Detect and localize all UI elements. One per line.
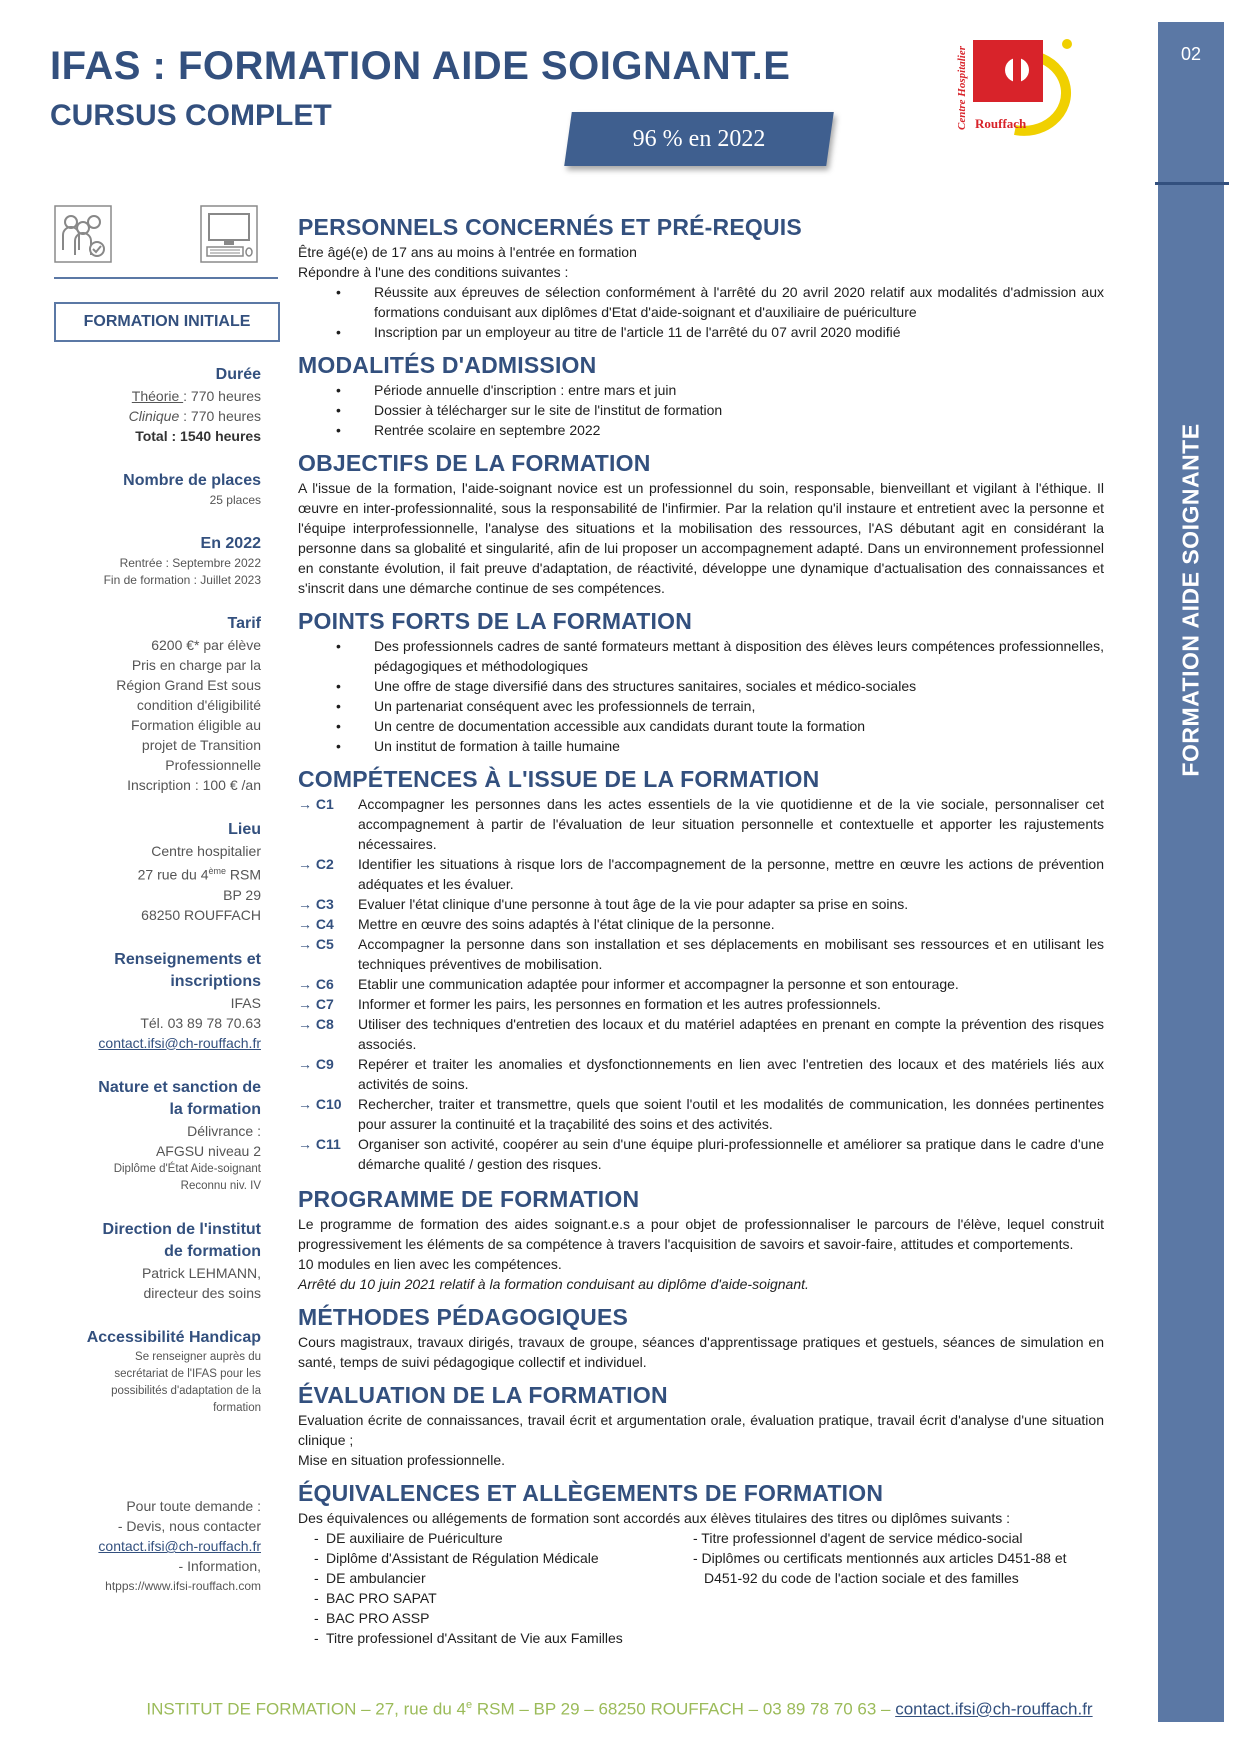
competence-text: Repérer et traiter les anomalies et dysfonctionnements en lien avec l'entretien des locaux et des matériels liés aux activités de soins. xyxy=(358,1056,1104,1092)
lieu-heading: Lieu xyxy=(228,821,261,838)
handicap-line: secrétariat de l'IFAS pour les xyxy=(114,1367,261,1380)
page-footer: INSTITUT DE FORMATION – 27, rue du 4e RSM – BP 29 – 68250 ROUFFACH – 03 89 78 70 63 – contact.ifsi@ch-rouffach.fr xyxy=(146,1699,1093,1719)
competence-text: Evaluer l'état clinique d'une personne à tout âge de la vie pour adapter sa prise en soins. xyxy=(358,896,909,912)
list-item: - Titre professionel d'Assitant de Vie aux Familles xyxy=(312,1628,723,1648)
competence-text: Utiliser des techniques d'entretien des locaux et du matériel adaptées en prenant en compte la prévention des risques associés. xyxy=(358,1016,1104,1052)
main-content xyxy=(298,212,1104,1648)
formation-initiale-box: FORMATION INITIALE xyxy=(54,302,280,342)
handicap-line: Se renseigner auprès du xyxy=(135,1350,261,1363)
nature-line: AFGSU niveau 2 xyxy=(155,1142,261,1159)
handicap-heading: Accessibilité Handicap xyxy=(86,1328,261,1346)
section-title-evaluation: ÉVALUATION DE LA FORMATION xyxy=(298,1382,668,1408)
contact-email-link[interactable]: contact.ifsi@ch-rouffach.fr xyxy=(98,1034,261,1051)
section-title-equivalences: ÉQUIVALENCES ET ALLÈGEMENTS DE FORMATION xyxy=(298,1480,884,1506)
duree-clinique: Clinique : 770 heures xyxy=(128,408,261,424)
competence-text: Organiser son activité, coopérer au sein d'une équipe pluri-professionnelle et améliorer sa pratique dans le cadre d'une démarche qualité / gestion des risques. xyxy=(358,1136,1104,1172)
duree-heading: Durée xyxy=(215,366,261,383)
ask-email-link[interactable]: contact.ifsi@ch-rouffach.fr xyxy=(98,1538,261,1554)
left-divider xyxy=(54,277,278,279)
list-item: - DE auxiliaire de Puériculture xyxy=(312,1528,723,1548)
competence-code: → C10 xyxy=(298,1096,342,1112)
competence-item xyxy=(298,1134,1104,1174)
tarif-line: Région Grand Est sous xyxy=(116,677,261,693)
nature-line: Délivrance : xyxy=(187,1122,261,1139)
competence-code: → C4 xyxy=(298,916,334,932)
competence-code: → C2 xyxy=(298,856,334,872)
competence-item xyxy=(298,854,1104,894)
competence-text: Rechercher, traiter et transmettre, quels que soient l'outil et les modalités de communication, les données pertinentes pour assurer la continuité et la traçabilité des soins et des activités. xyxy=(358,1096,1104,1132)
tarif-line: 6200 €* par élève xyxy=(151,637,261,653)
competence-code: → C6 xyxy=(298,976,334,992)
programme-text: Le programme de formation des aides soignant.e.s a pour objet de professionnaliser le parcours de l'élève, lequel construit progressivement les éléments de sa compétence à travers l'acquisition de savoirs et savoir-faire, attitudes et comportements. xyxy=(298,1216,1104,1252)
nature-line: Reconnu niv. IV xyxy=(180,1179,261,1192)
duree-total: Total : 1540 heures xyxy=(135,428,261,444)
equivalences-columns xyxy=(298,1528,1104,1648)
renseignements-line: IFAS xyxy=(230,994,261,1011)
arrow-right-icon: → xyxy=(298,1136,316,1152)
section-title-programme: PROGRAMME DE FORMATION xyxy=(298,1186,640,1212)
competence-item xyxy=(298,794,1104,854)
page-subtitle: CURSUS COMPLET xyxy=(50,99,332,132)
prereq-line: Être âgé(e) de 17 ans au moins à l'entrée en formation xyxy=(298,244,637,260)
list-item: • Période annuelle d'inscription : entre mars et juin xyxy=(298,380,1104,400)
section-title-objectifs: OBJECTIFS DE LA FORMATION xyxy=(298,450,651,476)
competence-item xyxy=(298,934,1104,974)
list-item: • Une offre de stage diversifié dans des structures sanitaires, sociales et médico-sociales xyxy=(298,676,1104,696)
renseignements-heading: Renseignements et xyxy=(114,950,261,968)
renseignements-phone: Tél. 03 89 78 70.63 xyxy=(140,1014,261,1031)
list-item: D451-92 du code de l'action sociale et des familles xyxy=(704,1570,1019,1586)
tarif-line: condition d'éligibilité xyxy=(136,697,261,713)
competence-text: Accompagner les personnes dans les actes essentiels de la vie quotidienne et de la vie sociale, personnaliser cet accompagnement à partir de l'évaluation de leur situation personnelle et contextuelle et apporter les rajustements nécessaires. xyxy=(358,796,1104,852)
arrow-right-icon: → xyxy=(298,1096,316,1112)
competence-item xyxy=(298,1094,1104,1134)
competence-code: → C9 xyxy=(298,1056,334,1072)
handicap-line: formation xyxy=(213,1401,261,1414)
logo-text-top: Centre Hospitalier xyxy=(956,45,968,130)
places-value: 25 places xyxy=(209,493,261,507)
list-item: • Dossier à télécharger sur le site de l'institut de formation xyxy=(298,400,1104,420)
tarif-line: Inscription : 100 € /an xyxy=(127,777,261,793)
side-band-label: FORMATION AIDE SOIGNANTE xyxy=(1177,423,1204,777)
ask-line: - Devis, nous contacter xyxy=(117,1518,261,1534)
arrow-right-icon: → xyxy=(298,1016,316,1032)
list-item: • Un centre de documentation accessible aux candidats durant toute la formation xyxy=(298,716,1104,736)
arrow-right-icon: → xyxy=(298,856,316,872)
list-item: • Réussite aux épreuves de sélection conformément à l'arrêté du 20 avril 2020 relatif aux modalités d'admission aux formations conduisant aux diplômes d'Etat d'aide-soignant et d'auxiliaire de puériculture xyxy=(298,282,1104,322)
competence-item xyxy=(298,974,1104,994)
direction-heading: Direction de l'institut xyxy=(102,1220,261,1238)
lieu-line: Centre hospitalier xyxy=(151,843,261,859)
prereq-line: Répondre à l'une des conditions suivantes : xyxy=(298,264,569,280)
website-link[interactable]: htpps://www.ifsi-rouffach.com xyxy=(105,1579,261,1593)
competence-code: → C5 xyxy=(298,936,334,952)
tarif-line: projet de Transition xyxy=(141,737,261,753)
list-item: • Des professionnels cadres de santé formateurs mettant à disposition des élèves leurs compétences professionnelles, pédagogiques et méthodologiques xyxy=(298,636,1104,676)
handicap-line: possibilités d'adaptation de la xyxy=(111,1384,261,1397)
list-item: - DE ambulancier xyxy=(312,1568,723,1588)
direction-line: Patrick LEHMANN, xyxy=(141,1264,261,1281)
duree-theorie: Théorie : 770 heures xyxy=(131,388,261,404)
list-item: • Rentrée scolaire en septembre 2022 xyxy=(298,420,1104,440)
direction-line: directeur des soins xyxy=(143,1284,261,1301)
objectifs-text: A l'issue de la formation, l'aide-soignant novice est un professionnel du soin, responsable, bienveillant et vigilant à l'éthique. Il œuvre en inter-professionnalité, sous la responsabilité de l'infirmier. Par la relation qu'il instaure et entretient avec la personne et l'équipe interprofessionnelle, l'analyse des situations et la mobilisation des ressources, l'AS débutant agit en considérant la personne dans sa globalité et singularité, afin de lui proposer un accompagnement adapté. Dans un environnement professionnel en constante évolution, il fait preuve d'adaptation, de réactivité, développe une dynamique d'actualisation des connaissances et s'inscrit dans une démarche continue de ses compétences. xyxy=(298,480,1104,596)
list-item: • Un partenariat conséquent avec les professionnels de terrain, xyxy=(298,696,1104,716)
competence-item xyxy=(298,994,1104,1014)
competence-code: → C7 xyxy=(298,996,334,1012)
competence-code: → C3 xyxy=(298,896,334,912)
competence-item xyxy=(298,894,1104,914)
direction-heading: de formation xyxy=(164,1242,261,1260)
nature-heading: la formation xyxy=(169,1100,261,1118)
tarif-heading: Tarif xyxy=(227,615,261,632)
competence-item xyxy=(298,1014,1104,1054)
list-item: - Titre professionnel d'agent de service médico-social xyxy=(693,1530,1023,1546)
programme-line: 10 modules en lien avec les compétences. xyxy=(298,1256,562,1272)
competence-text: Informer et former les pairs, les personnes en formation et les autres professionnels. xyxy=(358,996,881,1012)
annee-heading: En 2022 xyxy=(200,535,261,552)
lieu-line: 68250 ROUFFACH xyxy=(141,906,261,923)
section-title-points: POINTS FORTS DE LA FORMATION xyxy=(298,608,693,634)
ask-line: - Information, xyxy=(178,1558,261,1574)
list-item: - BAC PRO ASSP xyxy=(312,1608,723,1628)
logo-dot xyxy=(1062,39,1072,49)
contact-request xyxy=(70,1496,261,1596)
lieu-address: 27 rue du 4ème RSM xyxy=(137,866,261,883)
section-title-methodes: MÉTHODES PÉDAGOGIQUES xyxy=(298,1304,629,1330)
arrow-right-icon: → xyxy=(298,1056,316,1072)
evaluation-text: Evaluation écrite de connaissances, travail écrit et argumentation orale, évaluation pratique, travail écrit d'analyse d'une situation clinique ; xyxy=(298,1412,1104,1448)
programme-arrete: Arrêté du 10 juin 2021 relatif à la formation conduisant au diplôme d'aide-soignant. xyxy=(298,1276,809,1292)
section-title-prereq: PERSONNELS CONCERNÉS ET PRÉ-REQUIS xyxy=(298,214,802,240)
competences-list xyxy=(298,794,1104,1174)
evaluation-line: Mise en situation professionnelle. xyxy=(298,1452,506,1468)
logo-text-bottom: Rouffach xyxy=(975,116,1027,131)
page-title: IFAS : FORMATION AIDE SOIGNANT.E xyxy=(50,44,791,88)
competence-text: Mettre en œuvre des soins adaptés à l'état clinique de la personne. xyxy=(358,916,775,932)
computer-icon xyxy=(200,205,258,263)
places-heading: Nombre de places xyxy=(123,472,261,489)
competence-text: Identifier les situations à risque lors de l'accompagnement de la personne, mettre en œuvre les actions de prévention adéquates et les évaluer. xyxy=(358,856,1104,892)
competence-text: Etablir une communication adaptée pour informer et accompagner la personne et son entourage. xyxy=(358,976,959,992)
hospital-logo xyxy=(955,30,1095,150)
arrow-right-icon: → xyxy=(298,976,316,992)
list-item: • Un institut de formation à taille humaine xyxy=(298,736,1104,756)
sidebar-info xyxy=(70,364,261,1417)
page-number: 02 xyxy=(1180,44,1202,64)
ask-line: Pour toute demande : xyxy=(126,1498,261,1514)
nature-line: Diplôme d'État Aide-soignant xyxy=(113,1162,261,1175)
success-rate-banner: 96 % en 2022 xyxy=(632,126,766,152)
arrow-right-icon: → xyxy=(298,936,316,952)
tarif-line: Professionnelle xyxy=(165,757,261,773)
arrow-right-icon: → xyxy=(298,996,316,1012)
side-band xyxy=(1158,22,1224,1722)
people-icon xyxy=(54,205,112,263)
list-item: • Inscription par un employeur au titre de l'article 11 de l'arrêté du 07 avril 2020 modifié xyxy=(298,322,1104,342)
annee-fin: Fin de formation : Juillet 2023 xyxy=(103,573,261,587)
competence-text: Accompagner la personne dans son installation et ses déplacements en mobilisant ses ressources et en utilisant les techniques préventives de mobilisation. xyxy=(358,936,1104,972)
section-title-competences: COMPÉTENCES À L'ISSUE DE LA FORMATION xyxy=(298,766,820,792)
arrow-right-icon: → xyxy=(298,896,316,912)
list-item: - Diplômes ou certificats mentionnés aux articles D451-88 et xyxy=(693,1550,1067,1566)
arrow-right-icon: → xyxy=(298,796,316,812)
nature-heading: Nature et sanction de xyxy=(98,1078,261,1096)
side-band-rule xyxy=(1155,182,1229,185)
renseignements-heading: inscriptions xyxy=(170,972,261,990)
list-item: - Diplôme d'Assistant de Régulation Médicale xyxy=(312,1548,723,1568)
competence-code: → C8 xyxy=(298,1016,334,1032)
section-title-admission: MODALITÉS D'ADMISSION xyxy=(298,352,597,378)
annee-rentree: Rentrée : Septembre 2022 xyxy=(119,556,261,570)
competence-item xyxy=(298,1054,1104,1094)
competence-code: → C11 xyxy=(298,1136,341,1152)
methodes-text: Cours magistraux, travaux dirigés, travaux de groupe, séances d'apprentissage pratiques et gestuels, séances de simulation en santé, temps de suivi pédagogique collectif et individuel. xyxy=(298,1334,1104,1370)
list-item: - BAC PRO SAPAT xyxy=(312,1588,723,1608)
tarif-line: Formation éligible au xyxy=(131,717,261,733)
equivalences-intro: Des équivalences ou allégements de formation sont accordés aux élèves titulaires des titres ou diplômes suivants : xyxy=(298,1510,1011,1526)
competence-item xyxy=(298,914,1104,934)
lieu-line: BP 29 xyxy=(223,886,261,903)
arrow-right-icon: → xyxy=(298,916,316,932)
footer-email-link[interactable]: contact.ifsi@ch-rouffach.fr xyxy=(895,1699,1093,1719)
tarif-line: Pris en charge par la xyxy=(131,657,261,673)
competence-code: → C1 xyxy=(298,796,334,812)
